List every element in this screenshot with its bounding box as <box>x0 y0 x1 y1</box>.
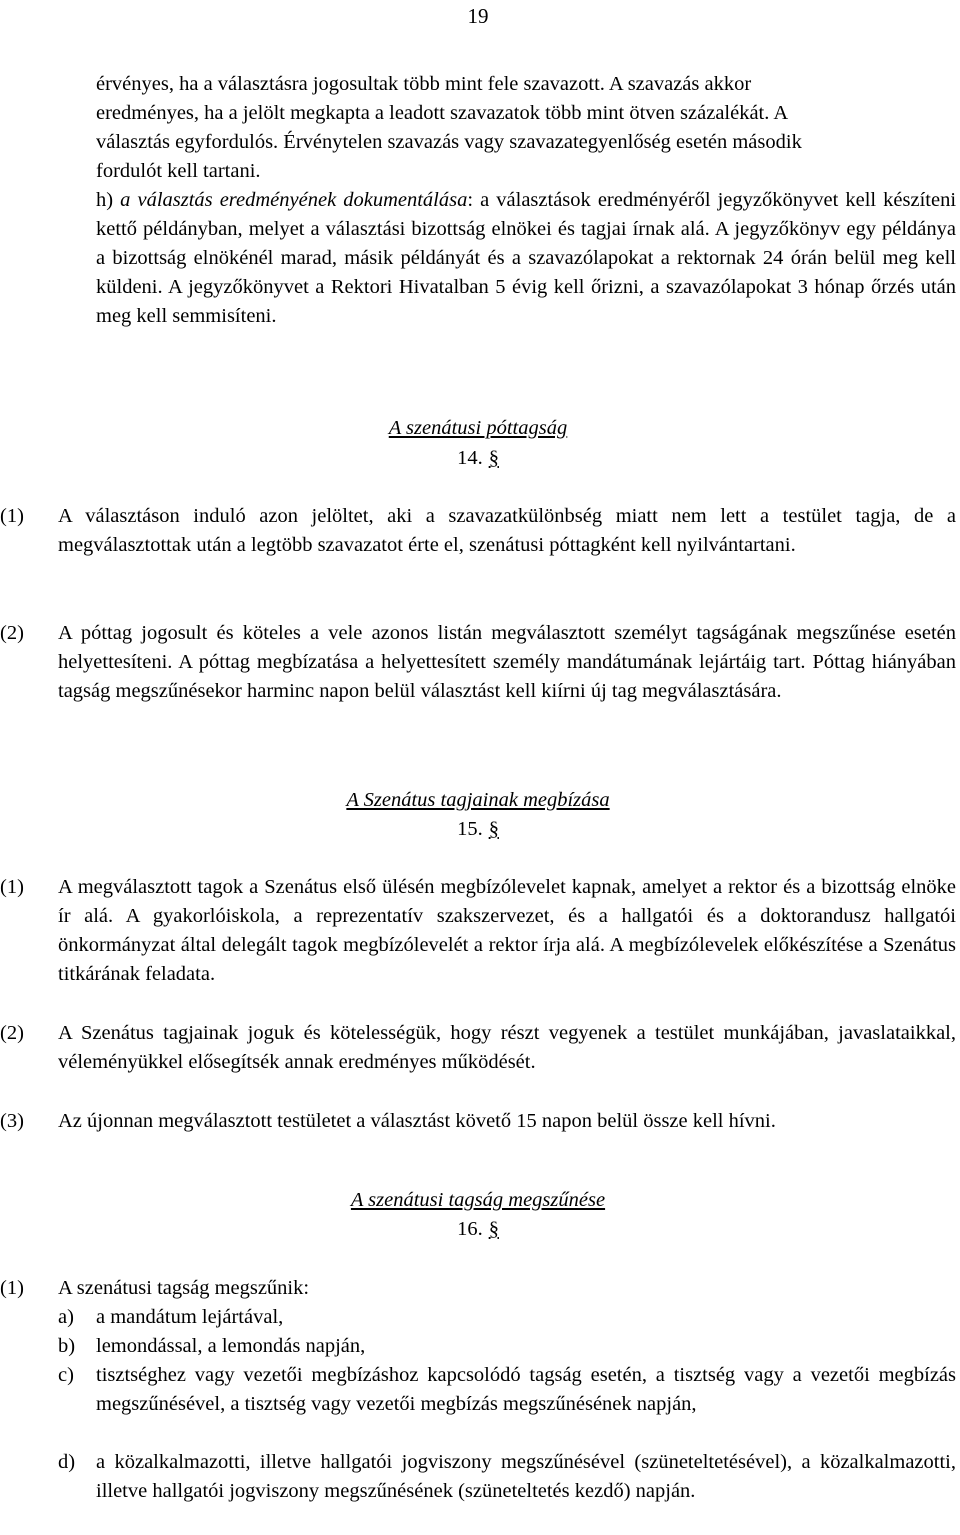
section-number <box>0 1215 956 1244</box>
paragraph-number: (1) <box>0 505 24 527</box>
intro-line: választás egyfordulós. Érvénytelen szavazás vagy szavazategyenlőség esetén második <box>96 131 802 153</box>
subitem-text: tisztséghez vagy vezetői megbízáshoz kapcsolódó tagság esetén, a tisztség vagy a vezetői megbízás megszűnésével, a tisztség vagy vezetői megbízás megszűnésének napján, <box>96 1364 956 1415</box>
intro-line: érvényes, ha a választásra jogosultak több mint fele szavazott. A szavazás akkor <box>96 73 752 95</box>
page-number: 19 <box>467 4 489 28</box>
paragraph-text: A megválasztott tagok a Szenátus első ülésén megbízólevelet kapnak, amelyet a rektor és a bizottság elnöke ír alá. A gyakorlóiskola, a reprezentatív szakszervezet, és a hallgatói és a doktorandusz hallgatói önkormányzat által delegált tagok megbízólevelét a rektor írja alá. A megbízólevelek előkészítése a Szenátus titkárának feladata. <box>58 876 956 985</box>
intro-paragraph <box>96 70 956 186</box>
subitem-letter: b) <box>58 1335 76 1357</box>
subitem-text: a közalkalmazotti, illetve hallgatói jogviszony megszűnésével (szüneteltetésével), a közalkalmazotti, illetve hallgatói jogviszony megszűnésének (szüneteltetés kezdő) napján. <box>96 1451 956 1502</box>
paragraph-text: A szenátusi tagság megszűnik: <box>58 1277 310 1299</box>
subitem-letter: c) <box>58 1364 74 1386</box>
section-heading <box>0 786 956 815</box>
paragraph-text: Az újonnan megválasztott testületet a választást követő 15 napon belül össze kell hívni. <box>58 1110 776 1132</box>
subitem-text: a mandátum lejártával, <box>96 1306 284 1328</box>
intro-line: eredményes, ha a jelölt megkapta a leadott szavazatok több mint ötven százalékát. A <box>96 102 789 124</box>
intro-line: fordulót kell tartani. <box>96 160 261 182</box>
section-sign: § <box>488 818 499 840</box>
paragraph-number: (1) <box>0 1277 24 1299</box>
section-number-value: 15. <box>457 818 483 840</box>
section-number <box>0 815 956 844</box>
paragraph-number: (2) <box>0 1022 24 1044</box>
subitem-text: lemondással, a lemondás napján, <box>96 1335 366 1357</box>
section-number-value: 14. <box>457 447 483 469</box>
paragraph-number: (1) <box>0 876 24 898</box>
section-heading-text: A szenátusi póttagság <box>388 417 568 439</box>
section-sign: § <box>488 1218 499 1240</box>
paragraph-text: A póttag jogosult és köteles a vele azonos listán megválasztott személyt tagságának megszűnése esetén helyettesíteni. A póttag megbízatása a helyettesített személy mandátumának lejártáig tart. Póttag hiányában tagság megszűnésekor harminc napon belül választást kell kiírni új tag megválasztására. <box>58 622 956 702</box>
section-heading <box>0 1186 956 1215</box>
section-sign: § <box>488 447 499 469</box>
paragraph-text: A Szenátus tagjainak joguk és kötelességük, hogy részt vegyenek a testület munkájában, javaslataikkal, véleményükkel elősegítsék annak eredményes működését. <box>58 1022 956 1073</box>
item-label: h) <box>96 189 114 211</box>
section-number-value: 16. <box>457 1218 483 1240</box>
paragraph-number: (2) <box>0 622 24 644</box>
section-heading-text: A szenátusi tagság megszűnése <box>350 1189 606 1211</box>
subitem-letter: d) <box>58 1451 76 1473</box>
subitem-letter: a) <box>58 1306 74 1328</box>
paragraph-text: A választáson induló azon jelöltet, aki a szavazatkülönbség miatt nem lett a testület tagja, de a megválasztottak után a legtöbb szavazatot érte el, szenátusi póttagként kell nyilvántartani. <box>58 505 956 556</box>
section-heading <box>0 414 956 443</box>
item-text: : a választások eredményéről jegyzőkönyvet kell készíteni kettő példányban, melyet a választási bizottság elnökei és tagjai írnak alá. A jegyzőkönyv egy példánya a bizottság elnökénél marad, másik példányát és a szavazólapokat a rektornak 24 órán belül meg kell küldeni. A jegyzőkönyvet a Rektori Hivatalban 5 évig kell őrizni, a szavazólapokat 3 hónap őrzés után meg kell semmisíteni. <box>96 189 957 327</box>
section-number <box>0 444 956 473</box>
section-heading-text: A Szenátus tagjainak megbízása <box>346 789 610 811</box>
paragraph-number: (3) <box>0 1110 24 1132</box>
list-item-h <box>96 186 956 331</box>
item-term: a választás eredményének dokumentálása <box>120 189 468 211</box>
